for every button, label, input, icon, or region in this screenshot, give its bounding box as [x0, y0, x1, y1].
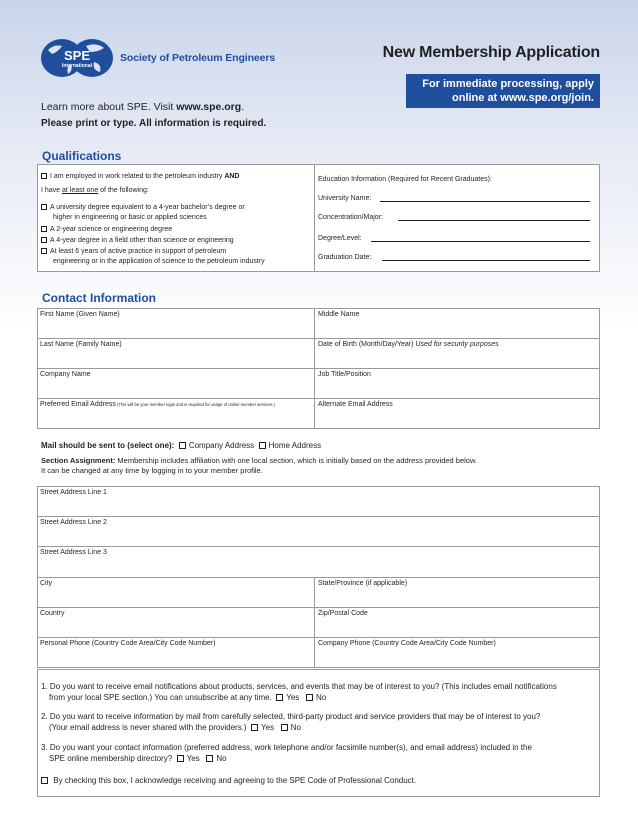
page-title: New Membership Application — [382, 44, 600, 61]
experience-checkbox[interactable] — [41, 248, 47, 254]
employed-option — [41, 172, 239, 182]
print-instructions: Please print or type. All information is required. — [41, 118, 267, 129]
contact-row-line — [37, 398, 600, 399]
learn-more-text — [41, 101, 244, 113]
dob-label: Date of Birth (Month/Day/Year) — [318, 341, 416, 348]
street-line-3-field[interactable]: Street Address Line 3 — [40, 549, 107, 556]
employed-checkbox[interactable] — [41, 173, 47, 179]
question-2-text: 2. Do you want to receive information by mail from carefully selected, third-party product and service providers that may be of interest to you? — [41, 712, 541, 721]
address-col-line — [314, 577, 315, 668]
qualifications-divider — [314, 164, 315, 272]
street-line-2-field[interactable]: Street Address Line 2 — [40, 519, 107, 526]
company-address-label: Company Address — [188, 441, 255, 450]
contact-heading: Contact Information — [42, 291, 156, 305]
have-prefix: I have — [41, 187, 63, 194]
have-underlined: at least one — [62, 187, 99, 194]
code-of-conduct-row — [41, 775, 593, 786]
q2-no-checkbox[interactable] — [281, 724, 288, 731]
learn-more-prefix: Learn more about SPE. Visit — [41, 101, 177, 113]
address-row-line — [37, 546, 600, 547]
education-header: Education Information (Required for Recent Graduates): — [318, 176, 492, 183]
section-assignment-body: Membership includes affiliation with one local section, which is initially based on the address provided below. — [115, 456, 478, 465]
question-1 — [41, 681, 593, 703]
q1-no-checkbox[interactable] — [306, 694, 313, 701]
mail-preference-row — [41, 441, 321, 450]
question-1-text: 1. Do you want to receive email notifications about products, services, and events that may be of interest to you? (This includes email notifications — [41, 682, 557, 691]
q1-yes-checkbox[interactable] — [276, 694, 283, 701]
employed-label: I am employed in work related to the petroleum industry — [50, 173, 225, 180]
spe-website-link[interactable]: www.spe.org — [176, 101, 242, 113]
degree-option-3 — [41, 236, 234, 246]
preferred-email-field[interactable] — [40, 401, 275, 408]
section-assignment-body-2: It can be changed at any time by logging in to your member profile. — [41, 466, 263, 475]
zip-field[interactable]: Zip/Postal Code — [318, 610, 368, 617]
graduation-date-field[interactable] — [382, 260, 590, 261]
cta-line-2: online at www.spe.org/join. — [452, 92, 594, 104]
degree-4yr-label-2: higher in engineering or basic or applied sciences — [53, 214, 207, 221]
section-assignment-label: Section Assignment: — [41, 456, 116, 465]
company-name-field[interactable]: Company Name — [40, 371, 91, 378]
have-one-text — [41, 186, 149, 196]
online-apply-banner — [406, 74, 600, 108]
question-3 — [41, 742, 593, 764]
question-2-text-2: (Your email address is never shared with the providers.) — [49, 723, 247, 732]
preferred-email-note: (This will be your member login and is required for usage of online member services.) — [115, 402, 276, 407]
dob-field[interactable] — [318, 341, 499, 348]
street-line-1-field[interactable]: Street Address Line 1 — [40, 489, 107, 496]
learn-more-end: . — [241, 101, 245, 113]
address-row-line — [37, 516, 600, 517]
question-1-text-2: from your local SPE section.) You can unsubscribe at any time. — [49, 693, 272, 702]
question-2 — [41, 711, 593, 733]
org-name: Society of Petroleum Engineers — [120, 52, 276, 64]
degree-level-label: Degree/Level: — [318, 235, 362, 242]
concentration-label: Concentration/Major: — [318, 214, 383, 221]
middle-name-field[interactable]: Middle Name — [318, 311, 360, 318]
and-label: AND — [224, 173, 240, 180]
question-3-text: 3. Do you want your contact information (preferred address, work telephone and/or facsimile number(s), and email address) included in the — [41, 743, 532, 752]
preferred-email-label: Preferred Email Address — [40, 401, 116, 408]
qualifications-heading: Qualifications — [42, 149, 122, 163]
degree-4yr-label: A university degree equivalent to a 4-year bachelor’s degree or — [50, 204, 245, 211]
q2-yes-checkbox[interactable] — [251, 724, 258, 731]
first-name-field[interactable]: First Name (Given Name) — [40, 311, 120, 318]
degree-option-2 — [41, 225, 172, 235]
job-title-field[interactable]: Job Title/Position — [318, 371, 371, 378]
home-address-label: Home Address — [268, 441, 322, 450]
q3-no-checkbox[interactable] — [206, 755, 213, 762]
mail-preference-label: Mail should be sent to (select one): — [41, 441, 175, 450]
degree-4yr-checkbox[interactable] — [41, 204, 47, 210]
university-field[interactable] — [380, 201, 590, 202]
section-assignment-text — [41, 456, 601, 476]
state-field[interactable]: State/Province (if applicable) — [318, 580, 408, 587]
degree-option-1 — [41, 203, 245, 223]
company-address-checkbox[interactable] — [179, 442, 186, 449]
dob-note: Used for security purposes — [415, 341, 499, 348]
experience-label: At least 6 years of active practice in support of petroleum — [50, 248, 227, 255]
spe-logo — [40, 38, 114, 78]
q1-yes-label: Yes — [286, 693, 300, 702]
alternate-email-field[interactable]: Alternate Email Address — [318, 401, 393, 408]
q1-no-label: No — [315, 693, 327, 702]
concentration-field[interactable] — [398, 220, 590, 221]
country-field[interactable]: Country — [40, 610, 65, 617]
home-address-checkbox[interactable] — [259, 442, 266, 449]
svg-text:International: International — [61, 63, 93, 69]
question-3-text-2: SPE online membership directory? — [49, 754, 173, 763]
svg-text:SPE: SPE — [63, 48, 91, 63]
address-row-line — [37, 577, 600, 578]
university-label: University Name: — [318, 195, 372, 202]
degree-level-field[interactable] — [371, 241, 590, 242]
cta-line-1: For immediate processing, apply — [422, 78, 594, 90]
q3-no-label: No — [216, 754, 227, 763]
have-suffix: of the following: — [98, 187, 149, 194]
q3-yes-label: Yes — [186, 754, 200, 763]
code-of-conduct-checkbox[interactable] — [41, 777, 48, 784]
degree-2yr-label: A 2-year science or engineering degree — [50, 226, 173, 233]
q3-yes-checkbox[interactable] — [177, 755, 184, 762]
experience-option — [41, 247, 265, 267]
address-row-line — [37, 607, 600, 608]
code-of-conduct-label: By checking this box, I acknowledge receiving and agreeing to the SPE Code of Professional Conduct. — [53, 776, 417, 785]
company-phone-field[interactable]: Company Phone (Country Code Area/City Code Number) — [318, 640, 496, 647]
last-name-field[interactable]: Last Name (Family Name) — [40, 341, 122, 348]
degree-2yr-checkbox[interactable] — [41, 226, 47, 232]
contact-row-line — [37, 338, 600, 339]
contact-col-line — [314, 308, 315, 429]
q2-no-label: No — [290, 723, 301, 732]
contact-row-line — [37, 368, 600, 369]
degree-other-label: A 4-year degree in a field other than science or engineering — [50, 237, 234, 244]
q2-yes-label: Yes — [261, 723, 275, 732]
experience-label-2: engineering or in the application of science to the petroleum industry — [53, 258, 265, 265]
city-field[interactable]: City — [40, 580, 53, 587]
graduation-label: Graduation Date: — [318, 254, 372, 261]
personal-phone-field[interactable]: Personal Phone (Country Code Area/City Code Number) — [40, 640, 216, 647]
degree-other-checkbox[interactable] — [41, 237, 47, 243]
address-row-line — [37, 637, 600, 638]
